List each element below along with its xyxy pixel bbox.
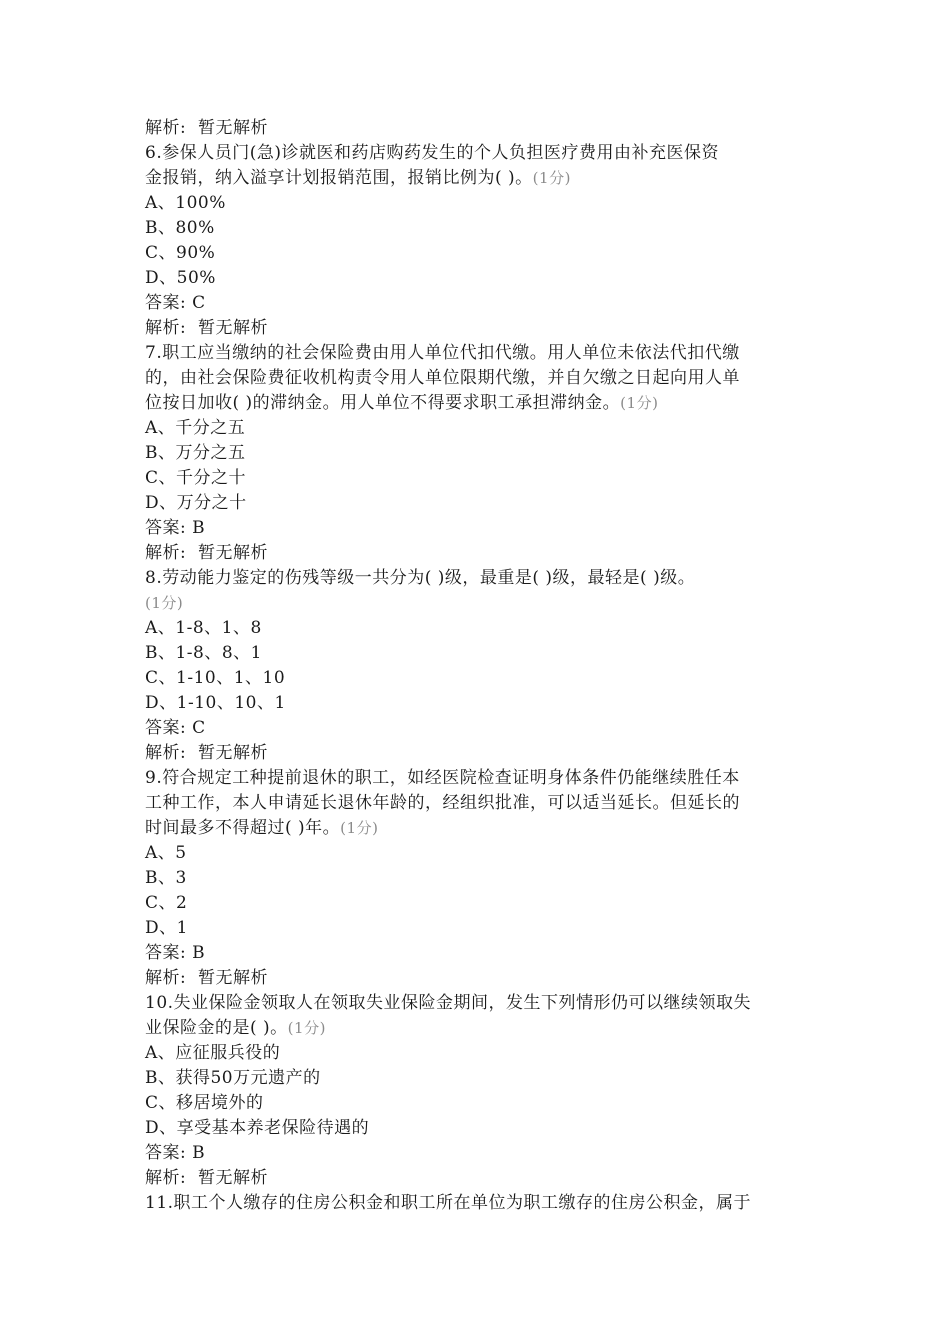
question-stem-line bbox=[145, 566, 825, 591]
question-text: 位按日加收( )的滞纳金。用人单位不得要求职工承担滞纳金。 bbox=[145, 393, 621, 413]
answer-option: A、5 bbox=[145, 843, 187, 863]
question-stem-line bbox=[145, 816, 825, 841]
question-stem-line bbox=[145, 141, 825, 166]
answer-option: B、80% bbox=[145, 218, 215, 238]
question-text: 6.参保人员门(急)诊就医和药店购药发生的个人负担医疗费用由补充医保资 bbox=[145, 143, 719, 163]
answer-key: 答案: B bbox=[145, 518, 206, 538]
answer-key: 答案: B bbox=[145, 1143, 206, 1163]
answer-key: 答案: B bbox=[145, 943, 206, 963]
question-block bbox=[145, 766, 825, 991]
analysis-text: 解析: 暂无解析 bbox=[145, 968, 269, 988]
question-block bbox=[145, 341, 825, 566]
question-text: 10.失业保险金领取人在领取失业保险金期间，发生下列情形仍可以继续领取失 bbox=[145, 993, 752, 1013]
question-score: (1分) bbox=[620, 394, 659, 412]
answer-option: D、1 bbox=[145, 918, 188, 938]
question-stem-line bbox=[145, 366, 825, 391]
answer-option: C、移居境外的 bbox=[145, 1093, 264, 1113]
answer-option: D、1-10、10、1 bbox=[145, 693, 286, 713]
question-score: (1分) bbox=[340, 819, 379, 837]
answer-option: B、获得50万元遗产的 bbox=[145, 1068, 321, 1088]
document-page bbox=[145, 116, 825, 1216]
question-text: 时间最多不得超过( )年。 bbox=[145, 818, 341, 838]
answer-option: D、享受基本养老保险待遇的 bbox=[145, 1118, 370, 1138]
question-stem-line bbox=[145, 766, 825, 791]
answer-option: C、1-10、1、10 bbox=[145, 668, 286, 688]
answer-option: A、千分之五 bbox=[145, 418, 246, 438]
answer-key: 答案: C bbox=[145, 718, 206, 738]
question-11-stem-line: 11.职工个人缴存的住房公积金和职工所在单位为职工缴存的住房公积金，属于 bbox=[145, 1193, 752, 1213]
answer-option: A、100% bbox=[145, 193, 226, 213]
question-text: 金报销，纳入溢享计划报销范围，报销比例为( )。 bbox=[145, 168, 533, 188]
question-text: 工种工作，本人申请延长退休年龄的，经组织批准，可以适当延长。但延长的 bbox=[145, 793, 740, 813]
analysis-text: 解析: 暂无解析 bbox=[145, 543, 269, 563]
analysis-text: 解析: 暂无解析 bbox=[145, 318, 269, 338]
question-score: (1分) bbox=[145, 594, 184, 612]
question-stem-line bbox=[145, 791, 825, 816]
answer-option: C、90% bbox=[145, 243, 216, 263]
question-text: 8.劳动能力鉴定的伤残等级一共分为( )级，最重是( )级，最轻是( )级。 bbox=[145, 568, 696, 588]
question-text: 业保险金的是( )。 bbox=[145, 1018, 288, 1038]
question-block bbox=[145, 566, 825, 766]
analysis-text: 解析: 暂无解析 bbox=[145, 1168, 269, 1188]
answer-option: A、应征服兵役的 bbox=[145, 1043, 281, 1063]
answer-option: D、50% bbox=[145, 268, 216, 288]
question-block bbox=[145, 991, 825, 1191]
question-stem-line bbox=[145, 991, 825, 1016]
question-score: (1分) bbox=[287, 1019, 326, 1037]
question-stem-line bbox=[145, 341, 825, 366]
answer-option: C、2 bbox=[145, 893, 188, 913]
question-text: 的，由社会保险费征收机构责令用人单位限期代缴，并自欠缴之日起向用人单 bbox=[145, 368, 740, 388]
question-stem-line bbox=[145, 391, 825, 416]
question-stem-line bbox=[145, 1016, 825, 1041]
question-score: (1分) bbox=[532, 169, 571, 187]
question-text: 7.职工应当缴纳的社会保险费由用人单位代扣代缴。用人单位未依法代扣代缴 bbox=[145, 343, 740, 363]
answer-option: B、3 bbox=[145, 868, 187, 888]
answer-option: B、1-8、8、1 bbox=[145, 643, 263, 663]
question-block bbox=[145, 141, 825, 341]
question-text: 9.符合规定工种提前退休的职工，如经医院检查证明身体条件仍能继续胜任本 bbox=[145, 768, 740, 788]
answer-option: C、千分之十 bbox=[145, 468, 247, 488]
previous-analysis: 解析: 暂无解析 bbox=[145, 118, 269, 138]
answer-option: D、万分之十 bbox=[145, 493, 247, 513]
answer-option: B、万分之五 bbox=[145, 443, 246, 463]
question-list bbox=[145, 141, 825, 1191]
question-stem-line bbox=[145, 166, 825, 191]
analysis-text: 解析: 暂无解析 bbox=[145, 743, 269, 763]
answer-option: A、1-8、1、8 bbox=[145, 618, 262, 638]
answer-key: 答案: C bbox=[145, 293, 206, 313]
